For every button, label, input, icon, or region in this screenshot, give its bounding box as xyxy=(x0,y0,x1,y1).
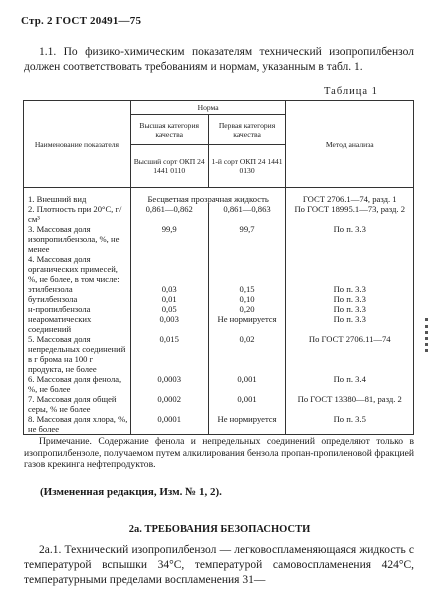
cell-method: По ГОСТ 13380—81, разд. 2 xyxy=(286,394,414,414)
table-row xyxy=(24,304,414,314)
cell-high xyxy=(130,254,208,284)
cell-first: Не нормируется xyxy=(208,414,286,435)
cell-high: 0,861—0,862 xyxy=(130,204,208,224)
cell-first: Не нормируется xyxy=(208,314,286,334)
cell-name: бутилбензола xyxy=(24,294,131,304)
cell-first: 0,861—0,863 xyxy=(208,204,286,224)
cell-high: 99,9 xyxy=(130,224,208,254)
cell-high: 0,0001 xyxy=(130,414,208,435)
edition-note: (Измененная редакция, Изм. № 1, 2). xyxy=(40,486,222,498)
cell-first: 0,10 xyxy=(208,294,286,304)
col-first-grade: 1-й сорт ОКП 24 1441 0130 xyxy=(208,145,286,188)
col-name-header: Наименование показателя xyxy=(24,101,131,188)
cell-name: этилбензола xyxy=(24,284,131,294)
cell-method: ГОСТ 2706.1—74, разд. 1 xyxy=(286,188,414,205)
cell-name: 6. Массовая доля фенола, %, не более xyxy=(24,374,131,394)
cell-name: н-пропилбензола xyxy=(24,304,131,314)
cell-name: 5. Массовая доля непредельных соединений в г брома на 100 г продукта, не более xyxy=(24,334,131,374)
table-caption: Таблица 1 xyxy=(324,86,378,97)
table-row xyxy=(24,414,414,435)
table-row xyxy=(24,188,414,205)
cell-first: 0,20 xyxy=(208,304,286,314)
col-method-header: Метод анализа xyxy=(286,101,414,188)
margin-mark xyxy=(425,318,432,352)
cell-high: 0,015 xyxy=(130,334,208,374)
table-row xyxy=(24,254,414,284)
cell-first: 0,001 xyxy=(208,394,286,414)
cell-name: 2. Плотность при 20°С, г/см³ xyxy=(24,204,131,224)
table-row xyxy=(24,294,414,304)
table-row xyxy=(24,224,414,254)
cell-method: По п. 3.4 xyxy=(286,374,414,394)
cell-high: 0,01 xyxy=(130,294,208,304)
col-first-header: Первая категория качества xyxy=(208,115,286,145)
cell-method: По п. 3.3 xyxy=(286,304,414,314)
intro-paragraph: 1.1. По физико-химическим показателям технический изопропилбензол должен соответствовать требованиям и нормам, указанным в табл. 1. xyxy=(24,46,414,73)
cell-first: 0,02 xyxy=(208,334,286,374)
table-row xyxy=(24,394,414,414)
cell-first: 0,15 xyxy=(208,284,286,294)
cell-method: По ГОСТ 2706.11—74 xyxy=(286,334,414,374)
cell-method: По п. 3.3 xyxy=(286,294,414,304)
cell-name: 1. Внешний вид xyxy=(24,188,131,205)
cell-method: По п. 3.3 xyxy=(286,224,414,254)
requirements-table xyxy=(23,100,414,435)
page-header: Стр. 2 ГОСТ 20491—75 xyxy=(21,15,142,27)
table-row xyxy=(24,204,414,224)
cell-name: 3. Массовая доля изопропилбензола, %, не менее xyxy=(24,224,131,254)
cell-high: 0,0002 xyxy=(130,394,208,414)
section-title: 2а. ТРЕБОВАНИЯ БЕЗОПАСНОСТИ xyxy=(128,524,311,535)
cell-method: По п. 3.3 xyxy=(286,284,414,294)
table-row xyxy=(24,284,414,294)
cell-high: 0,05 xyxy=(130,304,208,314)
cell-name: 8. Массовая доля хлора, %, не более xyxy=(24,414,131,435)
cell-name: 7. Массовая доля общей серы, % не более xyxy=(24,394,131,414)
table-row xyxy=(24,334,414,374)
col-norm-header: Норма xyxy=(130,101,286,115)
cell-first xyxy=(208,254,286,284)
col-high-grade: Высший сорт ОКП 24 1441 0110 xyxy=(130,145,208,188)
cell-method xyxy=(286,254,414,284)
cell-high: Бесцветная прозрачная жидкость xyxy=(130,188,286,205)
cell-name: 4. Массовая доля органических примесей, %, не более, в том числе: xyxy=(24,254,131,284)
table-row xyxy=(24,314,414,334)
cell-first: 0,001 xyxy=(208,374,286,394)
cell-method: По ГОСТ 18995.1—73, разд. 2 xyxy=(286,204,414,224)
table-row xyxy=(24,374,414,394)
cell-high: 0,03 xyxy=(130,284,208,294)
table-note: Примечание. Содержание фенола и непредельных соединений определяют только в изопропилбензоле, получаемом путем алкилирования бензола пропан-пропиленовой фракцией газов крекинга нефтепродуктов. xyxy=(24,436,414,470)
section-paragraph: 2а.1. Технический изопропилбензол — легковоспламеняющаяся жидкость с температурой вспышки 34°С, температурой самовоспламенения 424°С, температурными пределами воспламенения 31— xyxy=(24,544,414,586)
cell-first: 99,7 xyxy=(208,224,286,254)
cell-method: По п. 3.5 xyxy=(286,414,414,435)
cell-name: неароматических соединений xyxy=(24,314,131,334)
cell-high: 0,003 xyxy=(130,314,208,334)
col-high-header: Высшая категория качества xyxy=(130,115,208,145)
cell-high: 0,0003 xyxy=(130,374,208,394)
cell-method: По п. 3.3 xyxy=(286,314,414,334)
